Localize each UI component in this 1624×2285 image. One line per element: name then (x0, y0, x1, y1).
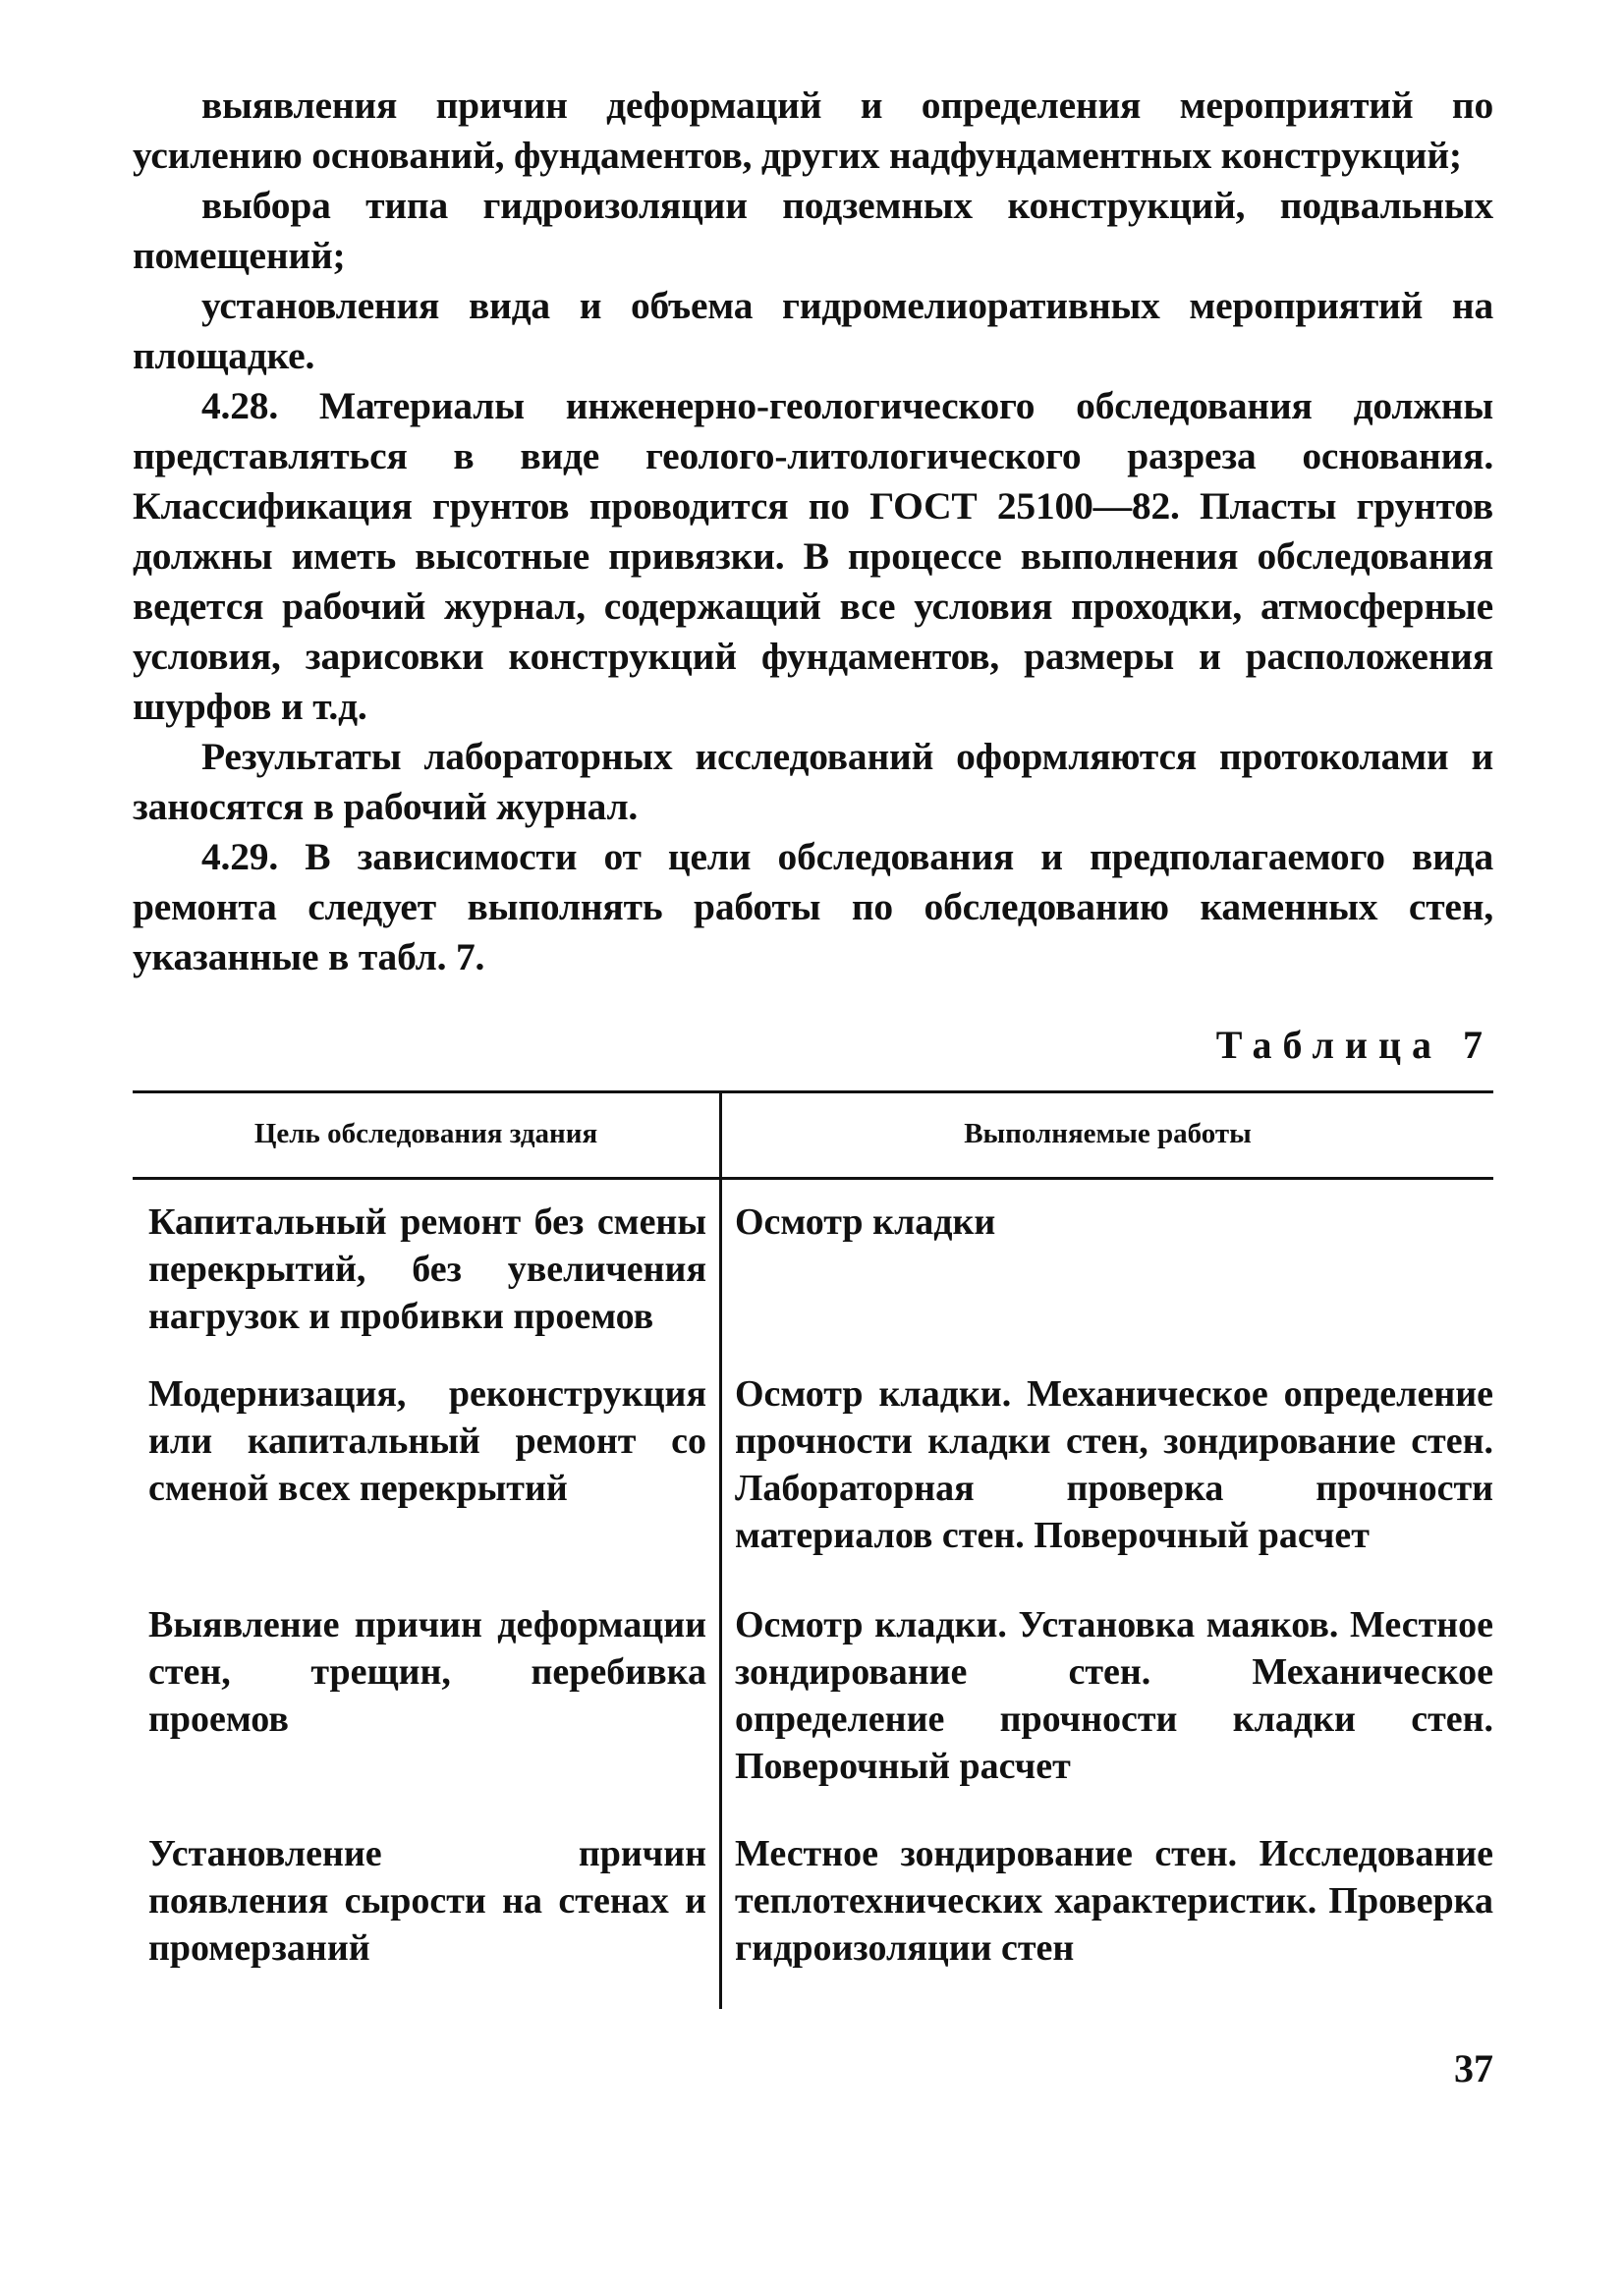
table-top-rule (133, 1090, 1493, 1093)
table-row-1-work: Осмотр кладки (735, 1201, 996, 1243)
table-header-work: Выполняемые работы (964, 1118, 1252, 1149)
page-number: 37 (1454, 2046, 1493, 2090)
table-header-goal: Цель обследования здания (253, 1118, 598, 1149)
section-number-4-29: 4.29. (201, 835, 279, 878)
table-row-4-goal: Установление причин появления сырости на стенах и промерзаний (148, 1833, 706, 1969)
table-row-2-work: Осмотр кладки. Механическое определение прочности кладки стен, зондирование стен. Лабораторная проверка прочности материалов стен. Поверочный расчет (735, 1373, 1493, 1556)
table-row-1-goal: Капитальный ремонт без смены перекрытий, без увеличения нагрузок и пробивки проемов (148, 1201, 706, 1337)
table-row-2-goal: Модернизация, реконструкция или капитальный ремонт со сменой всех перекрытий (148, 1373, 706, 1509)
table-row-3-work: Осмотр кладки. Установка маяков. Местное зондирование стен. Механическое определение прочности кладки стен. Поверочный расчет (735, 1604, 1493, 1787)
paragraph-4-28 (133, 381, 1493, 732)
paragraph-4-28-text: Материалы инженерно-геологического обследования должны представляться в виде геолого-литологического разреза основания. Классификация грунтов проводится по ГОСТ 25100—82. Пласты грунтов должны иметь высотные привязки. В процессе выполнения обследования ведется рабочий журнал, содержащий все условия проходки, атмосферные условия, зарисовки конструкций фундаментов, размеры и расположения шурфов и т.д. (133, 384, 1493, 728)
paragraph-2: выбора типа гидроизоляции подземных конструкций, подвальных помещений; (133, 184, 1493, 277)
body-text (133, 81, 1493, 982)
table-row-3-goal: Выявление причин деформации стен, трещин, перебивка проемов (148, 1604, 706, 1740)
table-column-divider (719, 1090, 722, 2009)
table-row-4-work: Местное зондирование стен. Исследование теплотехнических характеристик. Проверка гидроизоляции стен (735, 1833, 1493, 1969)
table-header-rule (133, 1177, 1493, 1180)
paragraph-4-29-text: В зависимости от цели обследования и предполагаемого вида ремонта следует выполнять работы по обследованию каменных стен, указанные в табл. 7. (133, 835, 1493, 978)
paragraph-3: установления вида и объема гидромелиоративных мероприятий на площадке. (133, 284, 1493, 377)
paragraph-5: Результаты лабораторных исследований оформляются протоколами и заносятся в рабочий журнал. (133, 735, 1493, 828)
paragraph-4-29 (133, 832, 1493, 982)
section-number-4-28: 4.28. (201, 384, 279, 427)
table-caption: Таблица 7 (1215, 1023, 1493, 1067)
paragraph-1: выявления причин деформаций и определения мероприятий по усилению оснований, фундаментов, других надфундаментных конструкций; (133, 84, 1493, 177)
